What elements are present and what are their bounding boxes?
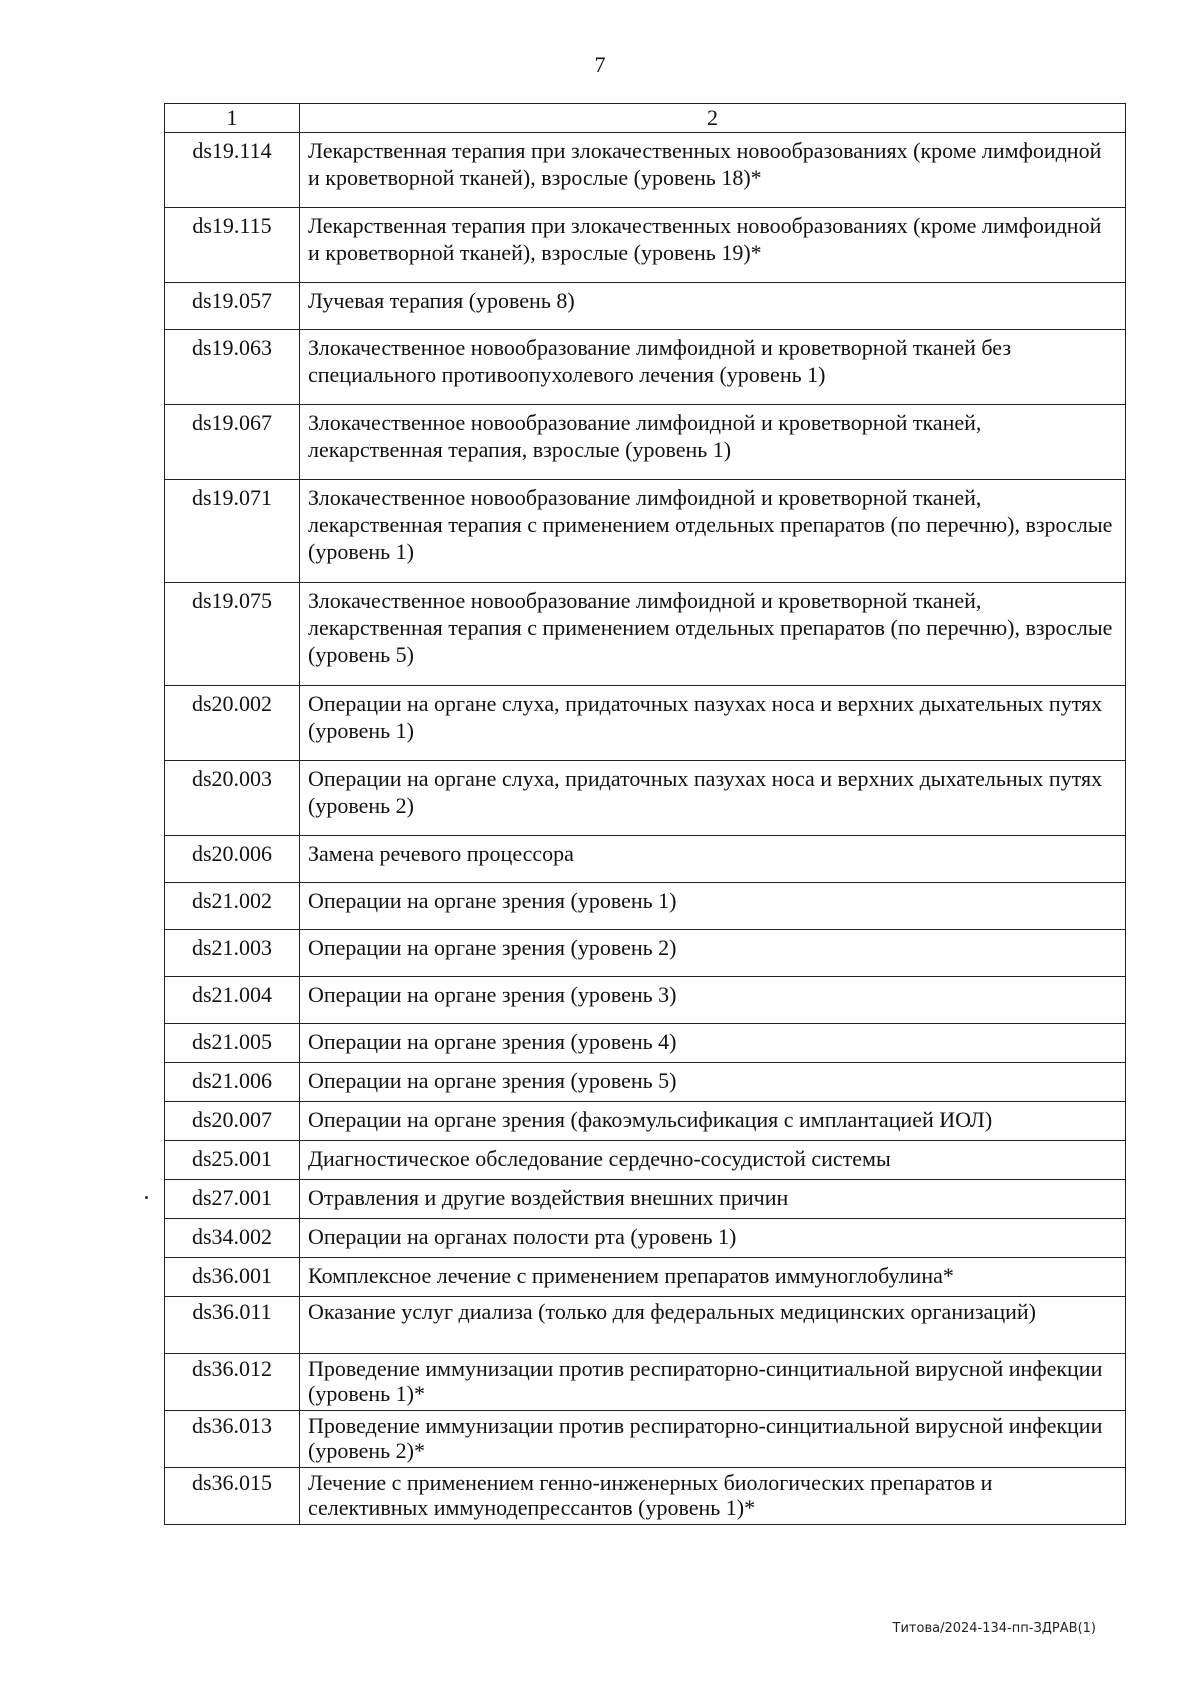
row-description: Проведение иммунизации против респираторно-синцитиальной вирусной инфекции (уровень 2)*: [300, 1411, 1126, 1468]
row-description: Лекарственная терапия при злокачественных новообразованиях (кроме лимфоидной и кроветворной тканей), взрослые (уровень 18)*: [300, 133, 1126, 208]
row-code: ds36.013: [165, 1411, 300, 1468]
row-description: Лекарственная терапия при злокачественных новообразованиях (кроме лимфоидной и кроветворной тканей), взрослые (уровень 19)*: [300, 208, 1126, 283]
row-code: ds36.011: [165, 1297, 300, 1354]
row-description: Операции на органе слуха, придаточных пазухах носа и верхних дыхательных путях (уровень 1): [300, 686, 1126, 761]
row-description: Оказание услуг диализа (только для федеральных медицинских организаций): [300, 1297, 1126, 1354]
table-row: [165, 1258, 1126, 1297]
row-code: ds36.012: [165, 1354, 300, 1411]
table-row: [165, 761, 1126, 836]
row-code: ds25.001: [165, 1141, 300, 1180]
row-description: Операции на органах полости рта (уровень 1): [300, 1219, 1126, 1258]
row-code: ds20.007: [165, 1102, 300, 1141]
row-code: ds21.005: [165, 1024, 300, 1063]
row-code: ds19.115: [165, 208, 300, 283]
row-description: Диагностическое обследование сердечно-сосудистой системы: [300, 1141, 1126, 1180]
table-row: [165, 1219, 1126, 1258]
row-description: Злокачественное новообразование лимфоидной и кроветворной тканей без специального противоопухолевого лечения (уровень 1): [300, 330, 1126, 405]
table-row: [165, 686, 1126, 761]
table-row: [165, 208, 1126, 283]
row-description: Операции на органе зрения (уровень 5): [300, 1063, 1126, 1102]
column-header-1: 1: [165, 104, 300, 133]
row-code: ds20.002: [165, 686, 300, 761]
row-description: Лучевая терапия (уровень 8): [300, 283, 1126, 330]
table-row: [165, 133, 1126, 208]
stray-mark: [145, 1196, 148, 1199]
row-code: ds19.075: [165, 583, 300, 686]
row-code: ds19.071: [165, 480, 300, 583]
table-row: [165, 1063, 1126, 1102]
table-row: [165, 1468, 1126, 1525]
row-code: ds19.057: [165, 283, 300, 330]
table-row: [165, 1141, 1126, 1180]
page-number: 7: [594, 52, 606, 77]
row-description: Замена речевого процессора: [300, 836, 1126, 883]
table-row: [165, 930, 1126, 977]
table-row: [165, 883, 1126, 930]
table-row: [165, 1102, 1126, 1141]
row-description: Комплексное лечение с применением препаратов иммуноглобулина*: [300, 1258, 1126, 1297]
table-row: [165, 480, 1126, 583]
document-footer-id: Титова/2024-134-пп-ЗДРАВ(1): [892, 1621, 1096, 1636]
table-row: [165, 977, 1126, 1024]
table-row: [165, 1297, 1126, 1354]
row-code: ds21.003: [165, 930, 300, 977]
row-code: ds19.114: [165, 133, 300, 208]
table-row: [165, 583, 1126, 686]
row-code: ds21.006: [165, 1063, 300, 1102]
row-description: Операции на органе зрения (уровень 4): [300, 1024, 1126, 1063]
table-row: [165, 405, 1126, 480]
table-row: [165, 283, 1126, 330]
row-description: Злокачественное новообразование лимфоидной и кроветворной тканей, лекарственная терапия с применением отдельных препаратов (по перечню), взрослые (уровень 5): [300, 583, 1126, 686]
table-row: [165, 1411, 1126, 1468]
row-description: Злокачественное новообразование лимфоидной и кроветворной тканей, лекарственная терапия, взрослые (уровень 1): [300, 405, 1126, 480]
row-code: ds27.001: [165, 1180, 300, 1219]
row-description: Лечение с применением генно-инженерных биологических препаратов и селективных иммунодепрессантов (уровень 1)*: [300, 1468, 1126, 1525]
row-description: Операции на органе зрения (факоэмульсификация с имплантацией ИОЛ): [300, 1102, 1126, 1141]
row-description: Отравления и другие воздействия внешних причин: [300, 1180, 1126, 1219]
row-description: Операции на органе зрения (уровень 2): [300, 930, 1126, 977]
tariff-table: [164, 103, 1126, 1525]
row-code: ds19.067: [165, 405, 300, 480]
row-description: Операции на органе зрения (уровень 1): [300, 883, 1126, 930]
table-header-row: [165, 104, 1126, 133]
row-code: ds36.015: [165, 1468, 300, 1525]
table-row: [165, 1354, 1126, 1411]
column-header-2: 2: [300, 104, 1126, 133]
table-row: [165, 1180, 1126, 1219]
row-code: ds34.002: [165, 1219, 300, 1258]
row-code: ds21.002: [165, 883, 300, 930]
row-code: ds20.003: [165, 761, 300, 836]
row-code: ds19.063: [165, 330, 300, 405]
table-row: [165, 836, 1126, 883]
row-code: ds20.006: [165, 836, 300, 883]
row-description: Операции на органе зрения (уровень 3): [300, 977, 1126, 1024]
row-description: Проведение иммунизации против респираторно-синцитиальной вирусной инфекции (уровень 1)*: [300, 1354, 1126, 1411]
table-row: [165, 330, 1126, 405]
table-row: [165, 1024, 1126, 1063]
row-code: ds36.001: [165, 1258, 300, 1297]
row-code: ds21.004: [165, 977, 300, 1024]
row-description: Операции на органе слуха, придаточных пазухах носа и верхних дыхательных путях (уровень 2): [300, 761, 1126, 836]
row-description: Злокачественное новообразование лимфоидной и кроветворной тканей, лекарственная терапия с применением отдельных препаратов (по перечню), взрослые (уровень 1): [300, 480, 1126, 583]
